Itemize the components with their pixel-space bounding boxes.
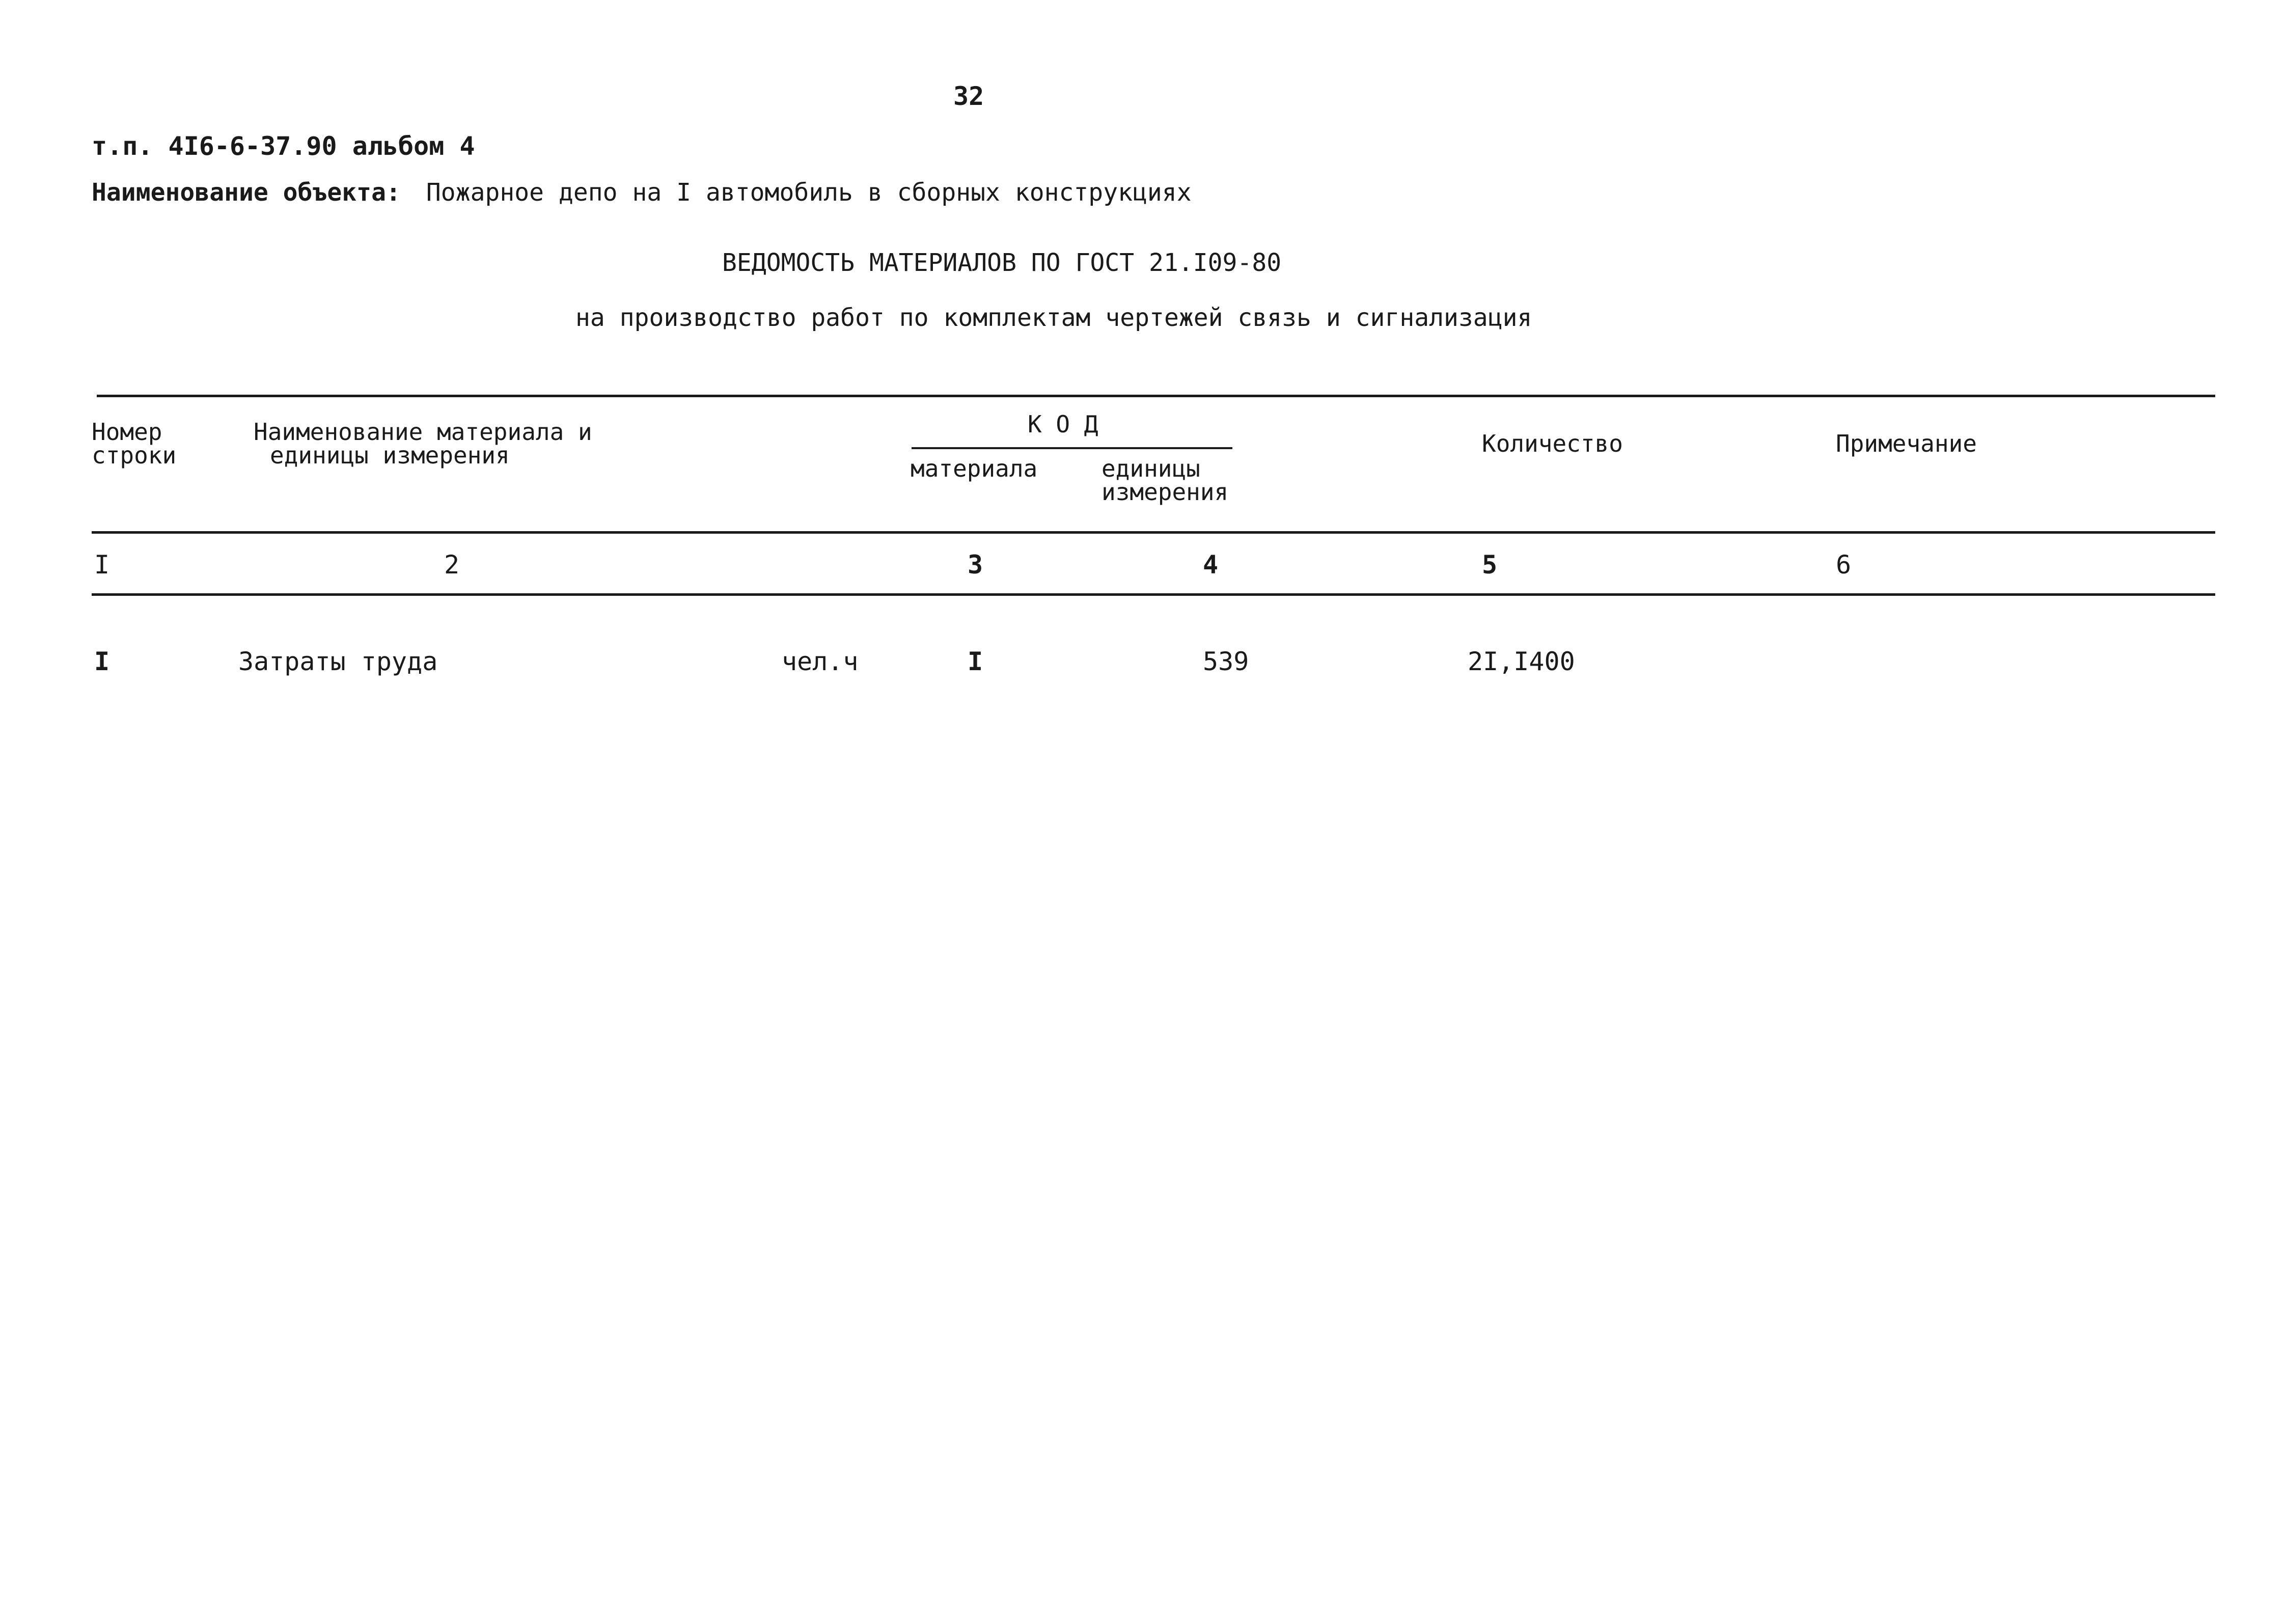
header-code-group: К О Д: [1028, 410, 1098, 438]
header-code-unit: [1101, 457, 1228, 504]
document-code: т.п. 4I6-6-37.90 альбом 4: [92, 131, 475, 161]
object-name: [92, 178, 1192, 207]
header-row-number: [92, 420, 176, 467]
column-number-1: I: [94, 550, 110, 580]
table-top-rule: [97, 395, 2215, 397]
header-material-name-line2: единицы измерения: [270, 442, 510, 469]
column-number-2: 2: [444, 550, 460, 580]
header-code-rule: [912, 447, 1232, 449]
cell-row-number: I: [94, 647, 110, 676]
sheet-title: ВЕДОМОСТЬ МАТЕРИАЛОВ ПО ГОСТ 21.I09-80: [722, 249, 1282, 277]
column-number-6: 6: [1836, 550, 1852, 580]
column-number-4: 4: [1203, 550, 1219, 580]
header-note: Примечание: [1836, 430, 1977, 457]
header-code-unit-line2: измерения: [1101, 478, 1229, 506]
header-quantity: Количество: [1482, 430, 1623, 457]
header-bottom-rule: [92, 531, 2215, 534]
object-name-label: Наименование объекта:: [92, 178, 401, 207]
header-code-unit-line1: единицы: [1101, 455, 1200, 482]
header-row-number-line2: строки: [92, 442, 177, 469]
sheet-subtitle: на производство работ по комплектам чертежей связь и сигнализация: [575, 304, 1532, 332]
header-row-number-line1: Номер: [92, 418, 162, 446]
header-material-name: [254, 420, 592, 467]
cell-unit: чел.ч: [782, 647, 859, 676]
cell-quantity: 2I,I400: [1468, 647, 1575, 676]
page-number: 32: [953, 81, 984, 111]
header-code-material: материала: [911, 455, 1038, 482]
column-number-3: 3: [968, 550, 983, 580]
header-material-name-line1: Наименование материала и: [254, 418, 592, 446]
column-number-5: 5: [1482, 550, 1498, 580]
cell-unit-code: 539: [1203, 647, 1249, 676]
object-name-value: Пожарное депо на I автомобиль в сборных конструкциях: [426, 178, 1192, 207]
cell-material-code: I: [968, 647, 983, 676]
column-numbers-bottom-rule: [92, 593, 2215, 596]
cell-material-name: Затраты труда: [238, 647, 438, 676]
